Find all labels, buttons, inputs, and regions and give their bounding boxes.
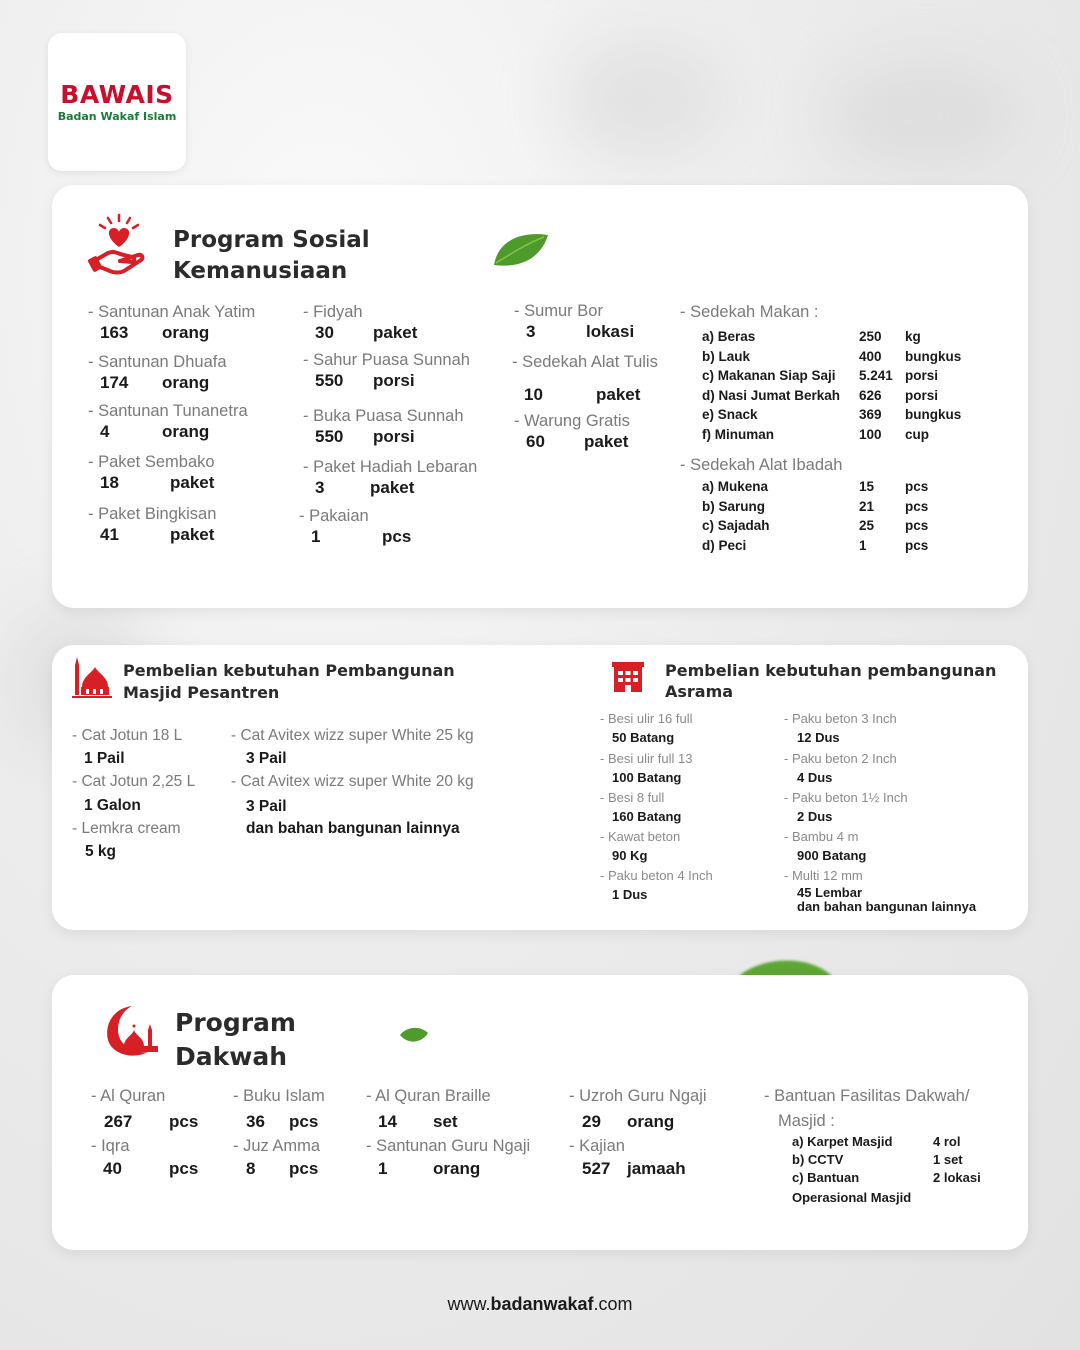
item-number: 18 — [100, 473, 119, 492]
item-label: - Iqra — [91, 1137, 130, 1155]
item-value — [299, 526, 411, 548]
item-value — [514, 321, 634, 343]
background-blot — [560, 40, 720, 160]
item-label: - Paket Bingkisan — [88, 505, 217, 523]
row-name: b) Sarung — [702, 498, 765, 514]
item-value: 4 Dus — [797, 770, 833, 785]
row-unit: cup — [905, 426, 930, 442]
item-label: - Multi 12 mm — [784, 868, 863, 883]
list-item — [366, 1086, 491, 1133]
list-item — [303, 302, 417, 344]
fasilitas-label-line1: - Bantuan Fasilitas Dakwah/ — [764, 1087, 970, 1105]
table-row — [702, 477, 928, 497]
item-label: - Buka Puasa Sunnah — [303, 407, 464, 425]
masjid-title-line1: Pembelian kebutuhan Pembangunan — [123, 661, 455, 680]
list-item — [88, 302, 255, 344]
sedekah-ibadah-section — [680, 455, 928, 555]
item-unit: paket — [373, 323, 418, 342]
crescent-mosque-icon — [102, 1002, 160, 1058]
table-row — [792, 1168, 981, 1186]
item-label: - Sedekah Alat Tulis — [512, 353, 658, 371]
item-label: - Paku beton 3 Inch — [784, 711, 897, 726]
list-item — [91, 1086, 198, 1133]
list-item — [233, 1136, 320, 1180]
row-unit: pcs — [905, 498, 929, 514]
item-number: 60 — [526, 432, 545, 451]
fasilitas-dakwah-section — [764, 1086, 981, 1208]
item-value: 3 Pail — [246, 798, 287, 815]
asrama-title-line2: Asrama — [665, 682, 734, 701]
leaf-decoration — [398, 1025, 430, 1045]
item-label: - Sumur Bor — [514, 302, 603, 320]
table-row — [792, 1132, 981, 1150]
item-label: - Paket Hadiah Lebaran — [303, 458, 478, 476]
item-label: - Al Quran Braille — [366, 1087, 491, 1105]
list-item — [784, 750, 897, 787]
row-name: a) Mukena — [702, 479, 769, 495]
pembangunan-card — [52, 645, 1028, 930]
table-row — [702, 516, 928, 536]
item-label: - Uzroh Guru Ngaji — [569, 1087, 707, 1105]
table-row — [702, 425, 961, 445]
item-value: 12 Dus — [797, 730, 840, 745]
row-unit: porsi — [905, 368, 939, 384]
item-unit: paket — [170, 473, 215, 492]
row-qty: 2 lokasi — [933, 1169, 981, 1185]
item-number: 36 — [246, 1112, 265, 1131]
table-row — [702, 497, 928, 517]
row-unit: bungkus — [905, 407, 962, 423]
item-value: 90 Kg — [612, 848, 648, 863]
row-qty: 250 — [859, 329, 882, 345]
item-value — [569, 1111, 707, 1133]
item-value — [512, 384, 658, 406]
item-number: 10 — [524, 385, 543, 404]
list-item — [303, 350, 470, 392]
row-name: c) Makanan Siap Saji — [702, 368, 836, 384]
item-unit: paket — [596, 385, 641, 404]
item-label: - Lemkra cream — [72, 820, 181, 837]
row-unit: pcs — [905, 479, 929, 495]
item-number: 14 — [378, 1112, 397, 1131]
list-item — [600, 867, 713, 904]
item-label: - Cat Jotun 18 L — [72, 727, 183, 744]
item-number: 550 — [315, 427, 344, 446]
item-value: 1 Galon — [84, 797, 141, 814]
program-sosial-title-line2: Kemanusiaan — [173, 258, 348, 284]
item-value: 2 Dus — [797, 809, 833, 824]
item-number: 174 — [100, 373, 129, 392]
masjid-note: dan bahan bangunan lainnya — [246, 820, 460, 837]
list-item — [231, 772, 474, 840]
item-unit: pcs — [289, 1159, 319, 1178]
item-unit: porsi — [373, 371, 415, 390]
item-label: - Besi 8 full — [600, 790, 665, 805]
row-name: a) Beras — [702, 329, 756, 345]
row-qty — [933, 1186, 981, 1208]
item-value — [88, 322, 255, 344]
item-unit: jamaah — [627, 1159, 686, 1178]
fasilitas-label-line2: Masjid : — [778, 1112, 835, 1130]
table-row — [702, 366, 961, 386]
row-name: b) CCTV — [792, 1151, 844, 1167]
item-number: 1 — [311, 527, 321, 546]
item-label: - Pakaian — [299, 507, 369, 525]
list-item — [600, 828, 680, 865]
item-label: - Besi ulir 16 full — [600, 711, 693, 726]
item-number: 550 — [315, 371, 344, 390]
list-item — [88, 401, 248, 443]
list-item — [88, 352, 227, 394]
row-qty: 369 — [859, 407, 882, 423]
table-row — [792, 1186, 981, 1208]
item-unit: paket — [584, 432, 629, 451]
list-item — [303, 406, 464, 448]
item-unit: paket — [370, 478, 415, 497]
item-number: 267 — [104, 1112, 133, 1131]
building-icon — [612, 660, 644, 694]
program-sosial-title-line1: Program Sosial — [173, 227, 370, 253]
item-value: 50 Batang — [612, 730, 675, 745]
item-label: - Santunan Anak Yatim — [88, 303, 256, 321]
row-name: b) Lauk — [702, 348, 751, 364]
brand-name: BAWAIS — [60, 79, 174, 109]
item-number: 3 — [526, 322, 536, 341]
item-label: - Sahur Puasa Sunnah — [303, 351, 470, 369]
sedekah-makan-section — [680, 302, 961, 444]
table-row — [702, 405, 961, 425]
item-value — [88, 524, 216, 546]
item-label: - Bambu 4 m — [784, 829, 859, 844]
row-name: a) Karpet Masjid — [792, 1133, 893, 1149]
row-unit: bungkus — [905, 348, 962, 364]
item-value: 45 Lembar — [797, 885, 863, 900]
list-item — [88, 452, 215, 494]
item-unit: orang — [162, 323, 210, 342]
brand-tagline: Badan Wakaf Islam — [57, 109, 177, 123]
row-name: c) Bantuan — [792, 1169, 860, 1185]
item-value — [366, 1111, 491, 1133]
item-label: - Santunan Tunanetra — [88, 402, 248, 420]
item-value — [303, 370, 470, 392]
table-row — [702, 386, 961, 406]
list-item — [72, 772, 195, 817]
item-number: 41 — [100, 525, 119, 544]
brand-logo — [48, 33, 186, 171]
asrama-title-line1: Pembelian kebutuhan pembangunan — [665, 661, 997, 680]
item-unit: orang — [162, 422, 210, 441]
url-suffix: .com — [593, 1294, 633, 1314]
row-name: Operasional Masjid — [792, 1189, 912, 1205]
row-qty: 100 — [859, 426, 882, 442]
row-qty: 25 — [859, 518, 875, 534]
row-qty: 15 — [859, 479, 875, 495]
row-qty: 21 — [859, 498, 875, 514]
item-unit: orang — [433, 1159, 481, 1178]
website-url[interactable] — [0, 1294, 1080, 1315]
url-domain: badanwakaf — [490, 1294, 594, 1314]
item-unit: porsi — [373, 427, 415, 446]
item-label: - Cat Avitex wizz super White 20 kg — [231, 773, 474, 790]
row-unit: pcs — [905, 537, 929, 553]
row-qty: 1 set — [933, 1151, 963, 1167]
program-dakwah-card — [52, 975, 1028, 1250]
list-item — [784, 867, 976, 914]
list-item — [514, 411, 630, 453]
list-item — [569, 1136, 686, 1180]
item-value: 160 Batang — [612, 809, 682, 824]
item-label: - Cat Jotun 2,25 L — [72, 773, 196, 790]
list-item — [784, 789, 908, 826]
item-label: - Paku beton 2 Inch — [784, 751, 897, 766]
item-value: 900 Batang — [797, 848, 867, 863]
item-value — [303, 426, 464, 448]
item-number: 40 — [103, 1159, 122, 1178]
row-name: e) Snack — [702, 407, 758, 423]
item-number: 1 — [378, 1159, 388, 1178]
item-number: 527 — [582, 1159, 611, 1178]
item-unit: pcs — [382, 527, 412, 546]
row-name: d) Peci — [702, 537, 747, 553]
item-number: 30 — [315, 323, 334, 342]
item-unit: orang — [627, 1112, 675, 1131]
item-label: - Kawat beton — [600, 829, 681, 844]
list-item — [299, 506, 411, 548]
item-label: - Paket Sembako — [88, 453, 215, 471]
item-unit: lokasi — [586, 322, 635, 341]
list-item — [303, 457, 477, 499]
row-unit: kg — [905, 329, 921, 345]
item-label: - Kajian — [569, 1137, 625, 1155]
row-qty: 626 — [859, 387, 882, 403]
item-value — [233, 1158, 320, 1180]
item-value — [366, 1158, 530, 1180]
leaf-decoration — [490, 229, 552, 269]
item-number: 4 — [100, 422, 110, 441]
item-number: 3 — [315, 478, 325, 497]
item-value: 1 Dus — [612, 887, 648, 902]
item-label: - Santunan Dhuafa — [88, 353, 227, 371]
item-unit: orang — [162, 373, 210, 392]
item-value — [303, 477, 477, 499]
fasilitas-table — [792, 1132, 981, 1208]
item-number: 8 — [246, 1159, 256, 1178]
item-value — [569, 1158, 686, 1180]
row-qty: 1 — [859, 537, 867, 553]
item-label: - Al Quran — [91, 1087, 166, 1105]
list-item — [784, 710, 897, 747]
item-label: - Santunan Guru Ngaji — [366, 1137, 531, 1155]
program-dakwah-title-line1: Program — [175, 1008, 296, 1037]
item-unit: paket — [170, 525, 215, 544]
item-value — [514, 431, 630, 453]
item-unit: pcs — [169, 1159, 199, 1178]
list-item — [231, 726, 474, 770]
program-sosial-card — [52, 185, 1028, 608]
program-dakwah-title-line2: Dakwah — [175, 1042, 288, 1071]
list-item — [88, 504, 216, 546]
sedekah-ibadah-label: - Sedekah Alat Ibadah — [680, 456, 843, 474]
row-qty: 400 — [859, 348, 882, 364]
item-unit: set — [433, 1112, 458, 1131]
list-item — [72, 726, 182, 770]
sedekah-makan-label: - Sedekah Makan : — [680, 303, 819, 321]
row-unit: porsi — [905, 387, 939, 403]
sedekah-makan-table — [702, 327, 961, 444]
item-label: - Cat Avitex wizz super White 25 kg — [231, 727, 474, 744]
item-label: - Besi ulir full 13 — [600, 751, 693, 766]
list-item — [600, 710, 692, 747]
list-item — [569, 1086, 707, 1133]
item-value: 1 Pail — [84, 750, 125, 767]
item-value — [88, 372, 227, 394]
list-item — [366, 1136, 530, 1180]
asrama-note: dan bahan bangunan lainnya — [797, 899, 977, 914]
item-label: - Warung Gratis — [514, 412, 630, 430]
charity-heart-hand-icon — [88, 211, 150, 279]
row-name: c) Sajadah — [702, 518, 770, 534]
item-label: - Fidyah — [303, 303, 363, 321]
row-name: f) Minuman — [702, 426, 774, 442]
item-label: - Buku Islam — [233, 1087, 325, 1105]
item-value — [91, 1111, 198, 1133]
sedekah-ibadah-table — [702, 477, 928, 555]
item-unit: pcs — [289, 1112, 319, 1131]
table-row — [702, 347, 961, 367]
list-item — [91, 1136, 198, 1180]
table-row — [702, 327, 961, 347]
item-value — [303, 322, 417, 344]
item-value: 100 Batang — [612, 770, 682, 785]
row-unit: pcs — [905, 518, 929, 534]
item-label: - Paku beton 4 Inch — [600, 868, 713, 883]
item-label: - Paku beton 1½ Inch — [784, 790, 908, 805]
item-unit: pcs — [169, 1112, 199, 1131]
item-value — [88, 472, 215, 494]
row-qty: 5.241 — [859, 368, 893, 384]
masjid-title-line2: Masjid Pesantren — [123, 683, 280, 702]
table-row — [702, 536, 928, 556]
row-qty: 4 rol — [933, 1133, 961, 1149]
list-item — [600, 789, 681, 826]
list-item — [514, 301, 634, 343]
item-value: 5 kg — [85, 843, 117, 860]
item-label: - Juz Amma — [233, 1137, 321, 1155]
item-number: 163 — [100, 323, 129, 342]
item-value — [88, 421, 248, 443]
item-value — [91, 1158, 198, 1180]
item-value — [233, 1111, 325, 1133]
item-number: 29 — [582, 1112, 601, 1131]
list-item — [512, 352, 658, 406]
list-item — [233, 1086, 325, 1133]
table-row — [792, 1150, 981, 1168]
background-blot — [820, 60, 1020, 170]
item-value: 3 Pail — [246, 750, 287, 767]
list-item — [72, 819, 181, 863]
list-item — [784, 828, 866, 865]
url-prefix: www. — [447, 1294, 491, 1314]
list-item — [600, 750, 692, 787]
row-name: d) Nasi Jumat Berkah — [702, 387, 841, 403]
mosque-icon — [72, 653, 112, 699]
